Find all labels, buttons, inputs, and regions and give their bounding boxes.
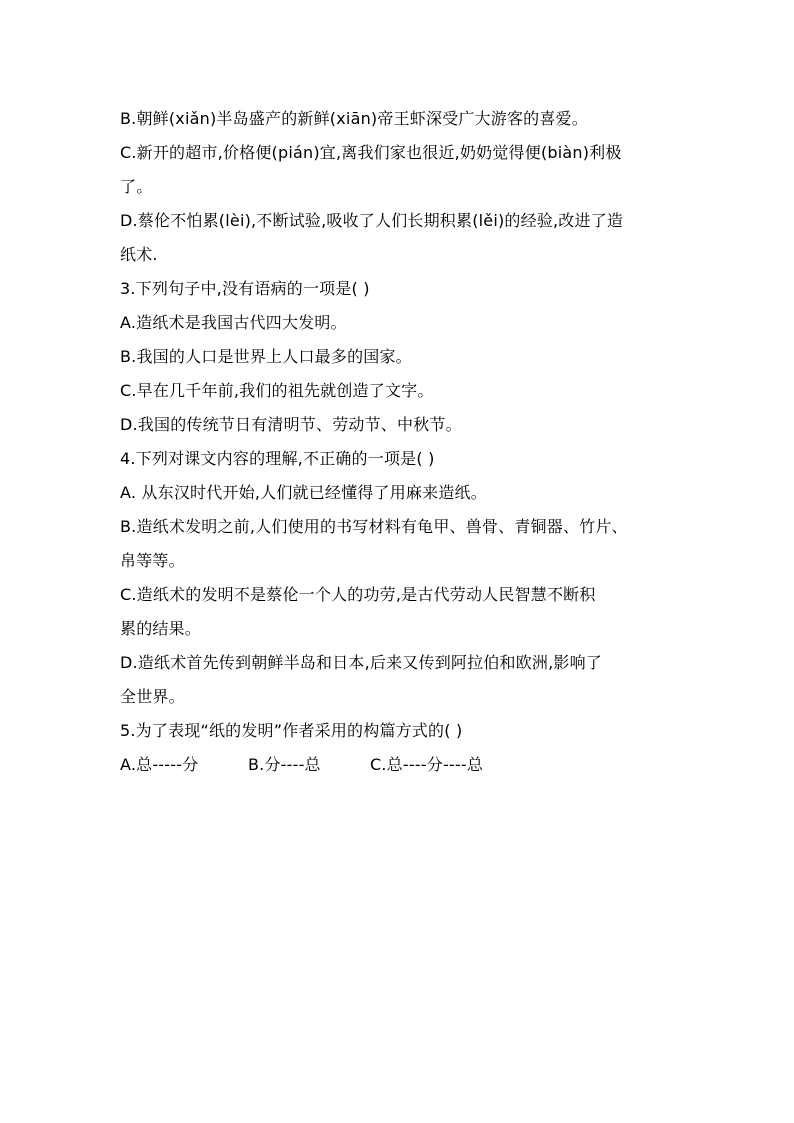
question-3-option-b: B.我国的人口是世界上人口最多的国家。: [120, 347, 412, 366]
question-3-option-a: A.造纸术是我国古代四大发明。: [120, 313, 347, 332]
question-4-option-d-line1: D.造纸术首先传到朝鲜半岛和日本,后来又传到阿拉伯和欧洲,影响了: [120, 653, 602, 672]
question-5-option-c: C.总----分----总: [370, 755, 484, 774]
question-5-option-a: A.总-----分: [120, 755, 199, 774]
option-c-pronunciation-line2: 了。: [120, 177, 153, 196]
question-5: 5.为了表现“纸的发明”作者采用的构篇方式的( ): [120, 721, 463, 740]
question-4-option-c-line1: C.造纸术的发明不是蔡伦一个人的功劳,是古代劳动人民智慧不断积: [120, 585, 596, 604]
question-4-option-d-line2: 全世界。: [120, 687, 185, 706]
question-4-option-b-line2: 帛等等。: [120, 551, 185, 570]
question-3-option-c: C.早在几千年前,我们的祖先就创造了文字。: [120, 381, 434, 400]
question-4-option-c-line2: 累的结果。: [120, 619, 202, 638]
document-page: [120, 102, 680, 782]
option-c-pronunciation-line1: C.新开的超市,价格便(pián)宜,离我们家也很近,奶奶觉得便(biàn)利极: [120, 143, 622, 162]
option-d-pronunciation-line1: D.蔡伦不怕累(lèi),不断试验,吸收了人们长期积累(lěi)的经验,改进了造: [120, 211, 624, 230]
question-5-options: [120, 748, 680, 782]
option-b-pronunciation: B.朝鲜(xiǎn)半岛盛产的新鲜(xiān)帝王虾深受广大游客的喜爱。: [120, 109, 588, 128]
question-4-option-b-line1: B.造纸术发明之前,人们使用的书写材料有龟甲、兽骨、青铜器、竹片、: [120, 517, 628, 536]
question-4: 4.下列对课文内容的理解,不正确的一项是( ): [120, 449, 435, 468]
question-3: 3.下列句子中,没有语病的一项是( ): [120, 279, 370, 298]
question-4-option-a: A. 从东汉时代开始,人们就已经懂得了用麻来造纸。: [120, 483, 487, 502]
question-5-option-b: B.分----总: [248, 755, 321, 774]
question-3-option-d: D.我国的传统节日有清明节、劳动节、中秋节。: [120, 415, 462, 434]
option-d-pronunciation-line2: 纸术.: [120, 245, 158, 264]
